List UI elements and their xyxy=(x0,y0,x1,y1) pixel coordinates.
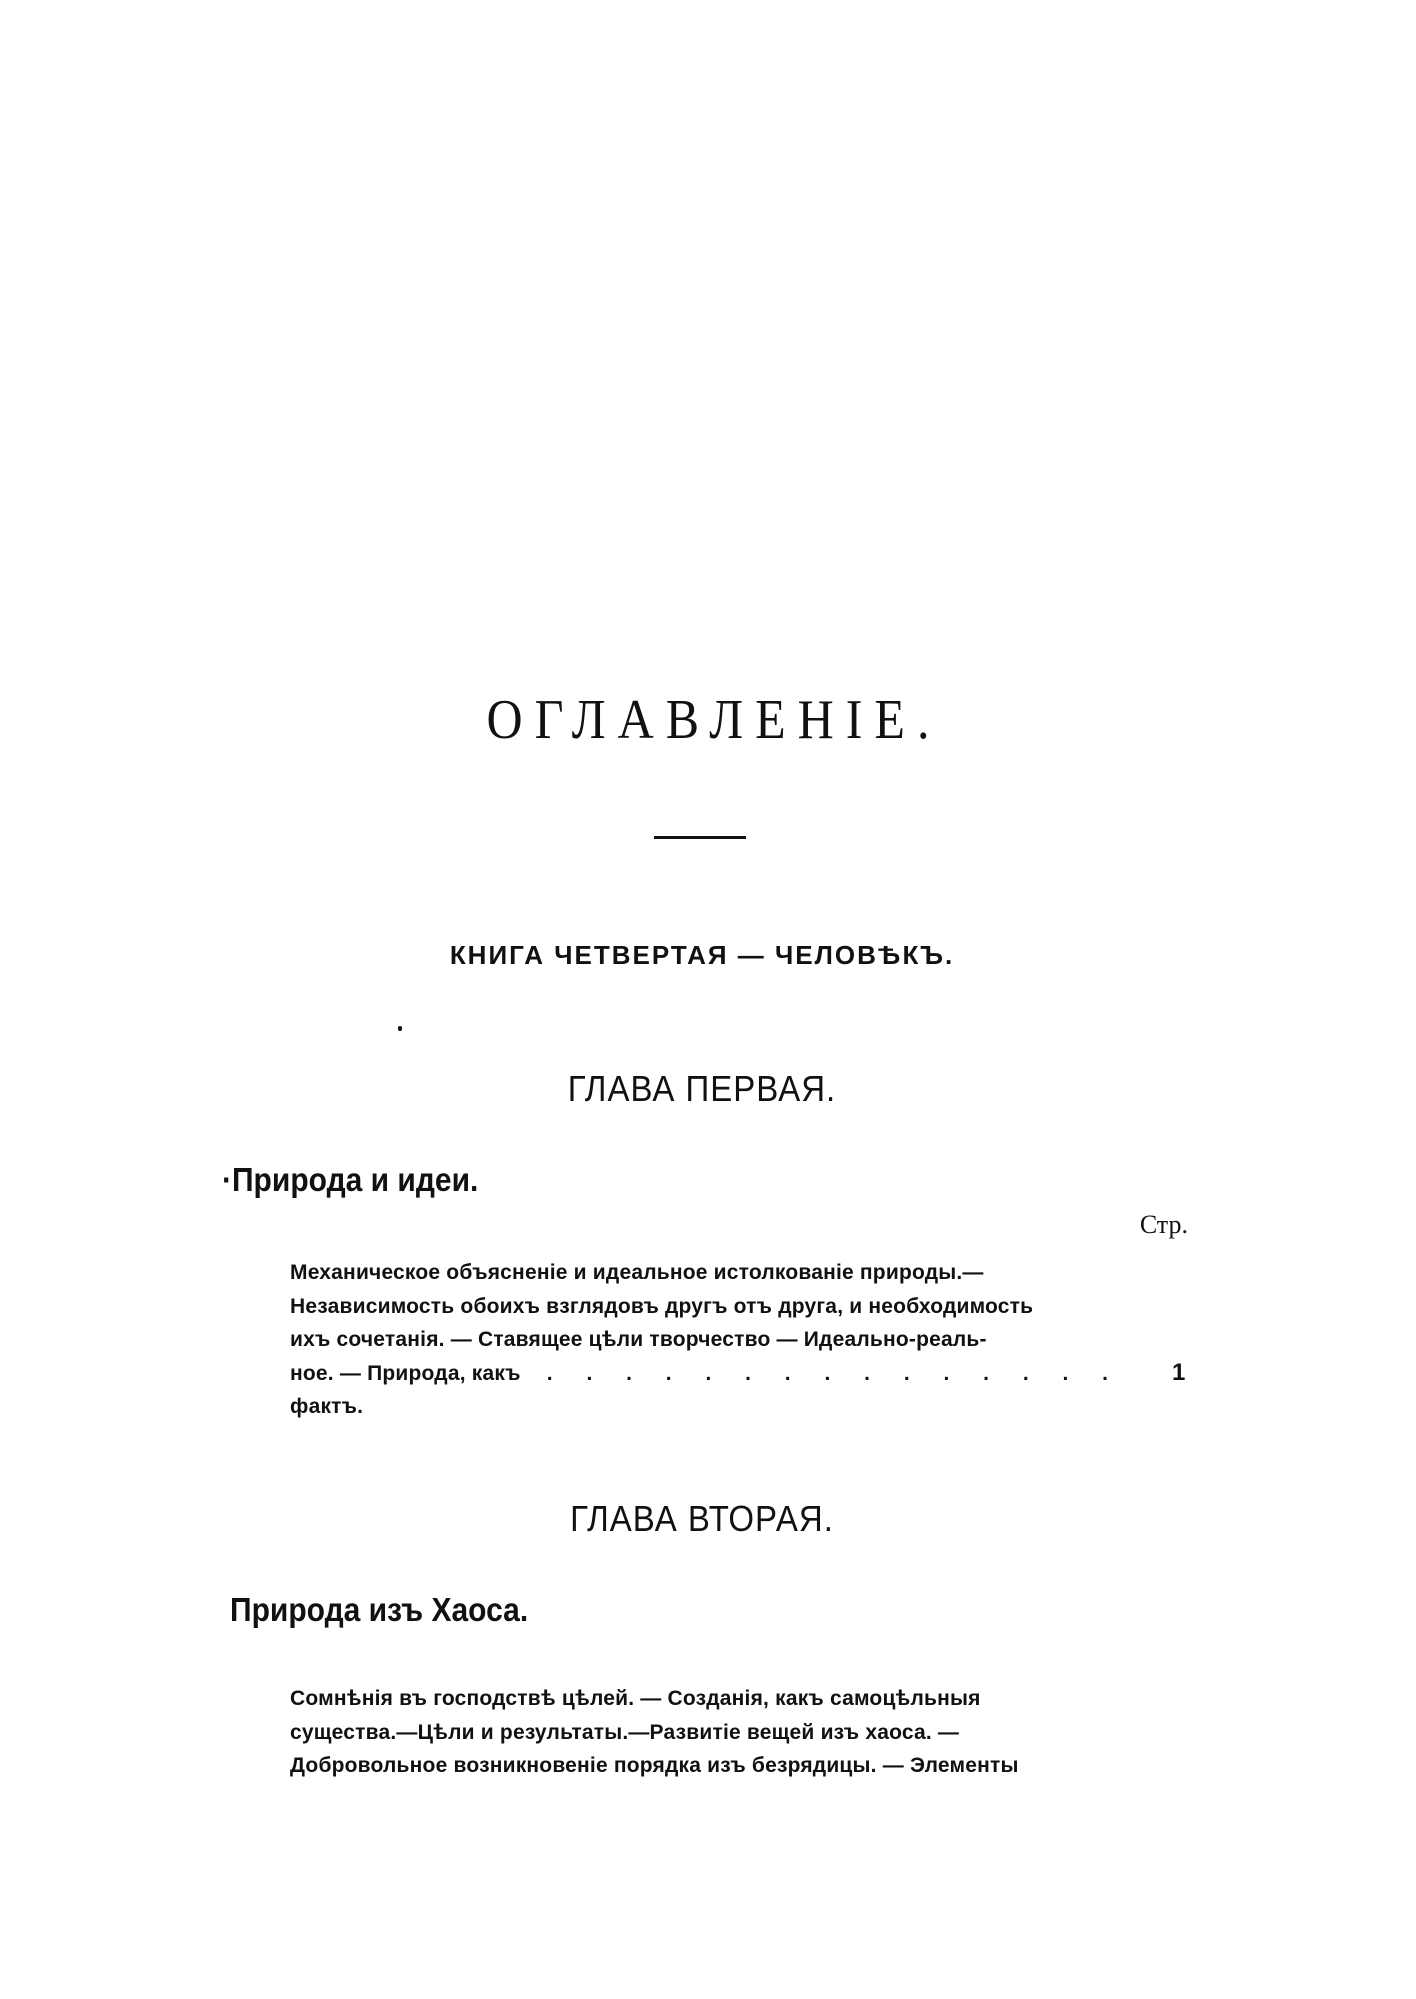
section-title: ·Природа и идеи. xyxy=(222,1162,479,1199)
title-divider xyxy=(654,836,746,839)
page-title: ОГЛАВЛЕНIЕ. xyxy=(486,687,942,751)
page-number: 1 xyxy=(1172,1359,1186,1386)
dot-leader: . . . . . . . . . . . . . . . xyxy=(546,1361,1122,1385)
summary-line: Сомнѣнiя въ господствѣ цѣлей. — Созданiя, какъ самоцѣльныя xyxy=(290,1687,981,1710)
chapter-heading: ГЛАВА ВТОРАЯ. xyxy=(570,1498,834,1539)
summary-line: ихъ сочетанiя. — Ставящее цѣли творчество — Идеально-реаль- xyxy=(290,1328,987,1351)
page-column-label: Стр. xyxy=(1139,1210,1188,1239)
summary-line: Добровольное возникновенiе порядка изъ безрядицы. — Элементы xyxy=(290,1754,1019,1777)
book-heading: КНИГА ЧЕТВЕРТАЯ — ЧЕЛОВѢКЪ. xyxy=(449,940,955,970)
toc-entry-summary xyxy=(290,1256,1130,1424)
section-title: Природа изъ Хаоса. xyxy=(230,1592,529,1629)
ink-speck xyxy=(398,1026,402,1031)
summary-last-line xyxy=(290,1357,1130,1424)
summary-line: существа.—Цѣли и результаты.—Развитiе вещей изъ хаоса. — xyxy=(290,1720,960,1744)
toc-entry-summary xyxy=(290,1682,1128,1783)
summary-line: Независимость обоихъ взглядовъ другъ отъ друга, и необходимость xyxy=(290,1294,1034,1318)
summary-line: ное. — Природа, какъ фактъ. xyxy=(290,1361,521,1418)
chapter-heading: ГЛАВА ПЕРВАЯ. xyxy=(567,1068,837,1109)
summary-line: Механическое объясненiе и идеальное истолкованiе природы.— xyxy=(290,1261,984,1284)
